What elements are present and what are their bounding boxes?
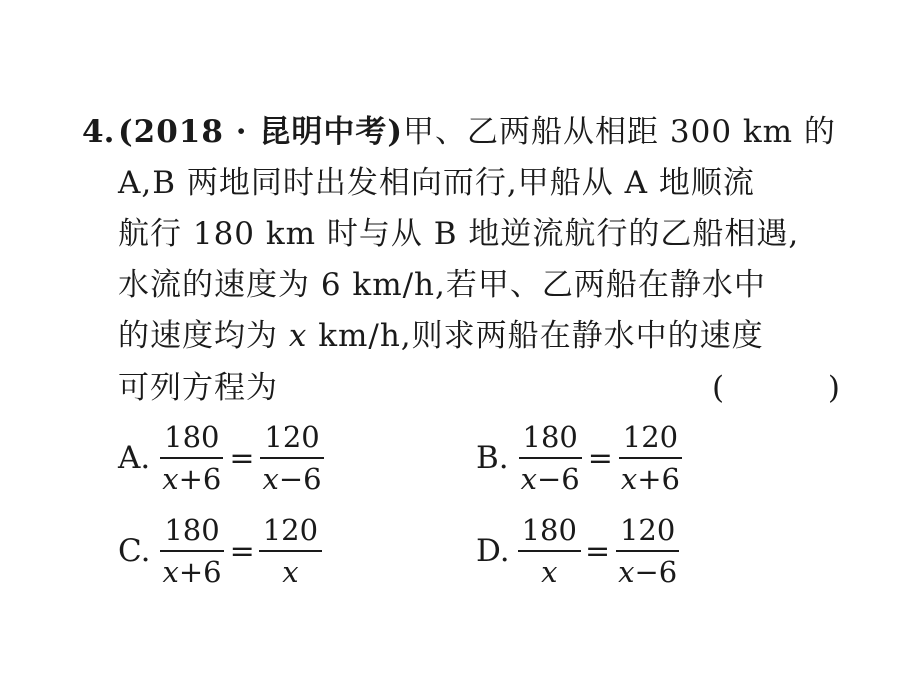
fraction-left [517, 420, 584, 496]
question-text-line: 甲、乙两船从相距 300 km 的 [403, 114, 836, 150]
fraction-left [158, 513, 225, 589]
numerator: 180 [160, 513, 223, 552]
fraction-right [614, 513, 681, 589]
question-text-line: 水流的速度为 6 km/h,若甲、乙两船在静水中 [118, 267, 766, 303]
option-b[interactable] [476, 420, 684, 496]
fraction-left [158, 420, 225, 496]
source-close: ) [387, 114, 404, 150]
question-text-line: A,B 两地同时出发相向而行,甲船从 A 地顺流 [118, 165, 755, 201]
question-line-6 [118, 368, 278, 408]
denominator: x−6 [262, 462, 322, 496]
equals-sign: = [587, 440, 613, 476]
denominator: x [541, 555, 558, 589]
numerator: 120 [259, 513, 322, 552]
question-text-line: 可列方程为 [118, 370, 278, 406]
denominator: x−6 [520, 462, 580, 496]
option-a[interactable] [118, 420, 326, 496]
numerator: 180 [519, 420, 582, 459]
denominator: x [282, 555, 299, 589]
question-text-line: 航行 180 km 时与从 B 地逆流航行的乙船相遇, [118, 216, 800, 252]
source-open: ( [118, 114, 134, 150]
option-label: C. [118, 533, 151, 569]
question-line-2 [118, 163, 755, 203]
numerator: 120 [260, 420, 323, 459]
question-text-line: km/h,则求两船在静水中的速度 [307, 318, 764, 354]
numerator: 120 [616, 513, 679, 552]
blank-open-paren: ( [712, 370, 725, 406]
fraction-right [259, 420, 326, 496]
denominator: x−6 [618, 555, 678, 589]
question-line-3 [118, 214, 799, 254]
question-source: 2018 · 昆明中考 [133, 114, 388, 150]
equals-sign: = [229, 533, 255, 569]
option-label: A. [118, 440, 151, 476]
fraction-right [617, 420, 684, 496]
fraction-left [518, 513, 581, 589]
question-number: 4. [82, 114, 115, 150]
numerator: 180 [160, 420, 223, 459]
equals-sign: = [229, 440, 255, 476]
denominator: x+6 [620, 462, 680, 496]
denominator: x+6 [162, 555, 222, 589]
blank-close-paren: ) [827, 370, 840, 406]
numerator: 120 [619, 420, 682, 459]
numerator: 180 [518, 513, 581, 552]
answer-blank[interactable] [712, 368, 840, 408]
question-line-5 [118, 316, 764, 356]
equals-sign: = [584, 533, 611, 569]
variable-x: x [288, 318, 308, 354]
question-line-1 [118, 112, 836, 152]
option-c[interactable] [118, 513, 322, 589]
option-label: B. [476, 440, 509, 476]
denominator: x+6 [162, 462, 222, 496]
question-text-line: 的速度均为 [118, 318, 289, 354]
fraction-right [259, 513, 322, 589]
option-label: D. [476, 533, 510, 569]
question-line-4 [118, 265, 766, 305]
option-d[interactable] [476, 513, 681, 589]
